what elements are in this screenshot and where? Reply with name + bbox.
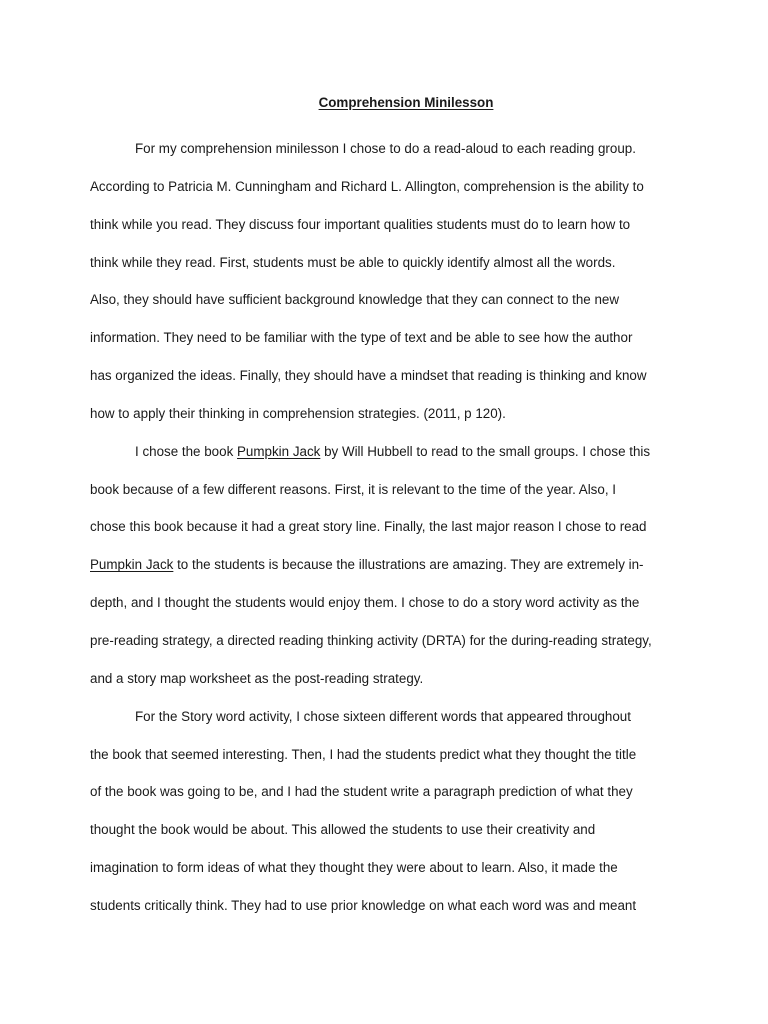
- text-line: think while you read. They discuss four important qualities students must do to learn how to: [90, 216, 631, 232]
- document-title: Comprehension Minilesson: [318, 95, 494, 110]
- text-line: the book that seemed interesting. Then, I had the students predict what they thought the title: [90, 746, 637, 762]
- paragraph-2: [90, 433, 680, 698]
- book-title: Pumpkin Jack: [90, 557, 174, 573]
- text-line: and a story map worksheet as the post-reading strategy.: [90, 670, 424, 686]
- text-line: think while they read. First, students must be able to quickly identify almost all the words.: [90, 254, 616, 270]
- text-line: For my comprehension minilesson I chose to do a read-aloud to each reading group.: [135, 141, 636, 156]
- text-line: imagination to form ideas of what they thought they were about to learn. Also, it made the: [90, 860, 618, 876]
- text-line: Also, they should have sufficient background knowledge that they can connect to the new: [90, 292, 620, 308]
- paragraph-3: [90, 698, 680, 925]
- text-segment: to the students is because the illustrations are amazing. They are extremely in-: [173, 557, 644, 573]
- text-line: of the book was going to be, and I had the student write a paragraph prediction of what they: [90, 784, 633, 800]
- document-body: [90, 130, 680, 925]
- text-line: how to apply their thinking in comprehension strategies. (2011, p 120).: [90, 405, 506, 421]
- paragraph-1: [90, 130, 680, 433]
- text-line: has organized the ideas. Finally, they should have a mindset that reading is thinking and know: [90, 368, 647, 384]
- book-title: Pumpkin Jack: [237, 443, 321, 459]
- text-line: information. They need to be familiar with the type of text and be able to see how the author: [90, 330, 633, 346]
- text-segment: by Will Hubbell to read to the small groups. I chose this: [320, 443, 651, 459]
- text-line: students critically think. They had to use prior knowledge on what each word was and meant: [90, 897, 637, 913]
- text-line: depth, and I thought the students would enjoy them. I chose to do a story word activity as the: [90, 595, 640, 611]
- text-line: For the Story word activity, I chose sixteen different words that appeared throughout: [135, 708, 631, 724]
- text-line: book because of a few different reasons. First, it is relevant to the time of the year. Also, I: [90, 481, 616, 497]
- text-line: pre-reading strategy, a directed reading thinking activity (DRTA) for the during-reading strategy,: [90, 632, 652, 648]
- text-line: chose this book because it had a great story line. Finally, the last major reason I chose to read: [90, 519, 647, 535]
- text-segment: I chose the book: [135, 443, 237, 459]
- text-line: thought the book would be about. This allowed the students to use their creativity and: [90, 822, 596, 838]
- text-line: According to Patricia M. Cunningham and Richard L. Allington, comprehension is the ability to: [90, 178, 644, 194]
